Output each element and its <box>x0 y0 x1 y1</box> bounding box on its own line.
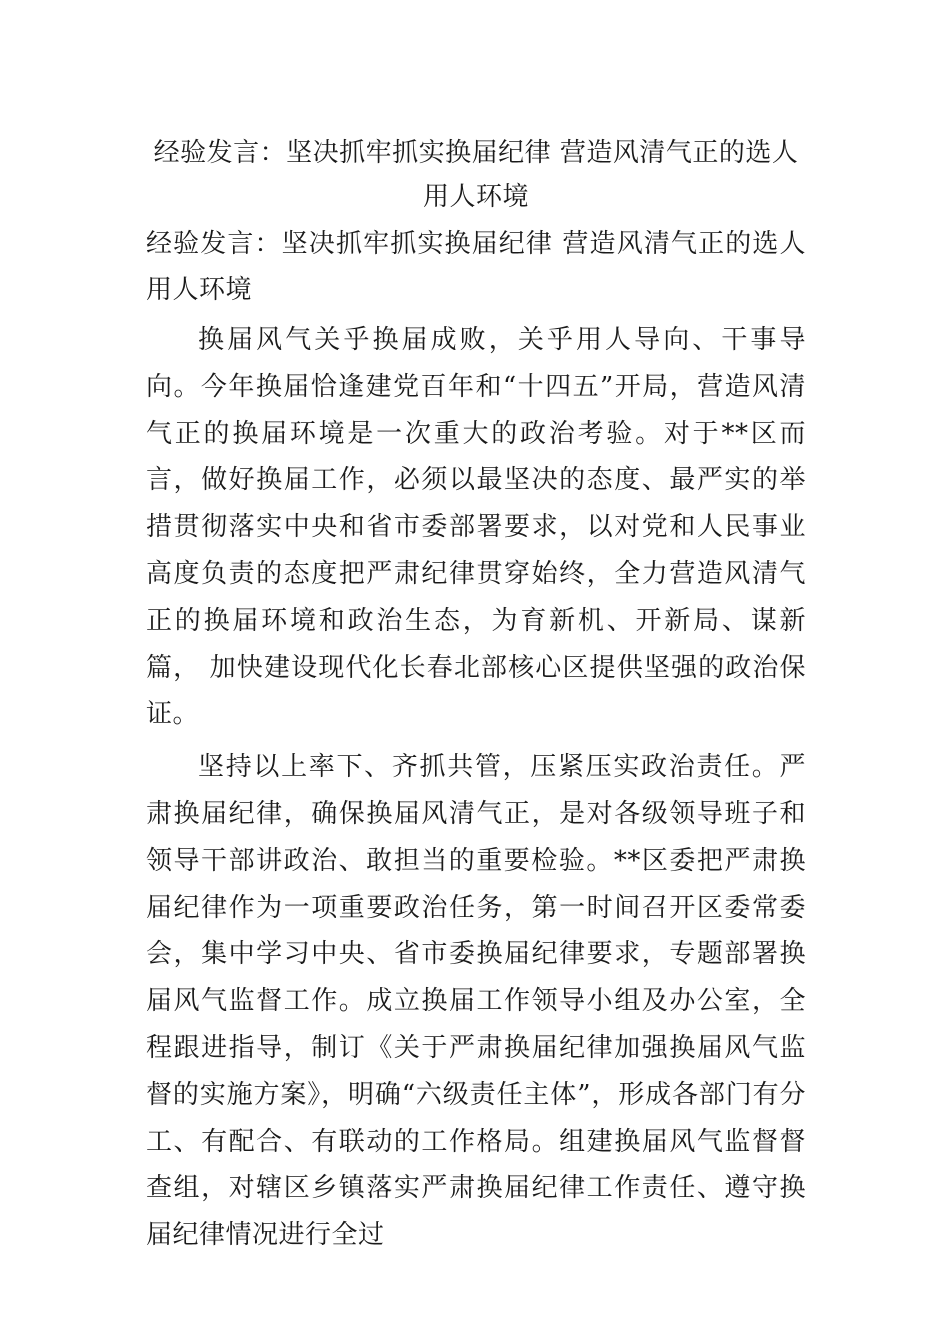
document-body <box>146 131 806 1259</box>
document-heading: 经验发言：坚决抓牢抓实换届纪律 营造风清气正的选人用人环境 <box>146 229 806 305</box>
paragraph-1: 换届风气关乎换届成败，关乎用人导向、干事导向。今年换届恰逢建党百年和“十四五”开局，营造风清气正的换届环境是一次重大的政治考验。对于**区而言，做好换届工作，必须以最坚决的态度、最严实的举措贯彻落实中央和省市委部署要求，以对党和人民事业高度负责的态度把严肃纪律贯穿始终，全力营造风清气正的换届环境和政治生态，为育新机、开新局、谋新篇， 加快建设现代化长春北部核心区提供坚强的政治保证。 <box>146 325 806 730</box>
paragraph-2: 坚持以上率下、齐抓共管，压紧压实政治责任。严肃换届纪律，确保换届风清气正，是对各级领导班子和领导干部讲政治、敢担当的重要检验。**区委把严肃换届纪律作为一项重要政治任务，第一时间召开区委常委会，集中学习中央、省市委换届纪律要求，专题部署换届风气监督工作。成立换届工作领导小组及办公室，全程跟进指导，制订《关于严肃换届纪律加强换届风气监督的实施方案》，明确“六级责任主体”，形成各部门有分工、有配合、有联动的工作格局。组建换届风气监督督查组，对辖区乡镇落实严肃换届纪律工作责任、遵守换届纪律情况进行全过 <box>146 752 806 1251</box>
document-title: 经验发言：坚决抓牢抓实换届纪律 营造风清气正的选人用人环境 <box>153 138 799 212</box>
